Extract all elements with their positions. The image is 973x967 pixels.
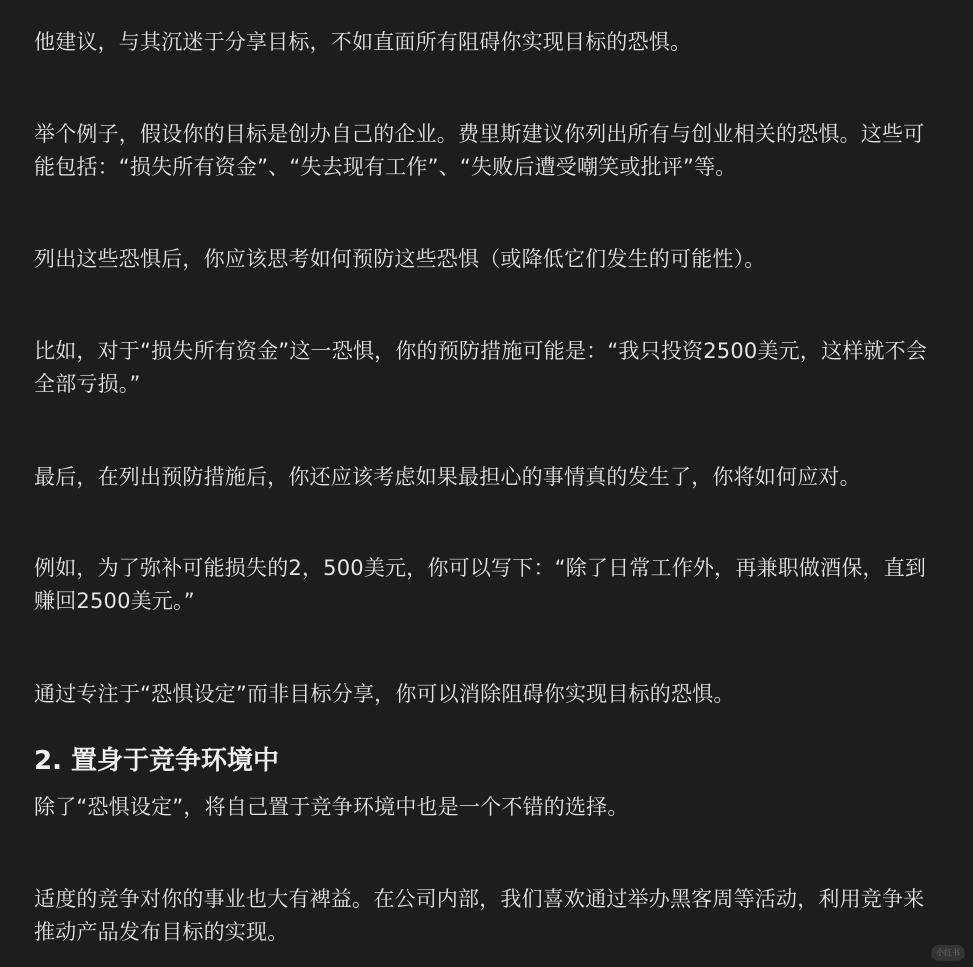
section-heading-competition: 2. 置身于竞争环境中 [34, 746, 280, 776]
paragraph-worst-case: 最后，在列出预防措施后，你还应该考虑如果最担心的事情真的发生了，你将如何应对。 [34, 465, 861, 489]
paragraph-recovery-example: 例如，为了弥补可能损失的2，500美元，你可以写下：“除了日常工作外，再兼职做酒保，直到赚回2500美元。” [34, 556, 927, 613]
paragraph-prevention-example: 比如，对于“损失所有资金”这一恐惧，你的预防措施可能是：“我只投资2500美元，这样就不会全部亏损。” [34, 339, 928, 396]
watermark-logo: 小红书 [931, 945, 965, 961]
paragraph-fear-instead-of-goals: 他建议，与其沉迷于分享目标，不如直面所有阻碍你实现目标的恐惧。 [34, 30, 692, 54]
paragraph-prevent-fears: 列出这些恐惧后，你应该思考如何预防这些恐惧（或降低它们发生的可能性）。 [34, 247, 766, 271]
paragraph-competition-benefits: 适度的竞争对你的事业也大有裨益。在公司内部，我们喜欢通过举办黑客周等活动，利用竞争来推动产品发布目标的实现。 [34, 887, 925, 944]
paragraph-competition-intro: 除了“恐惧设定”，将自己置于竞争环境中也是一个不错的选择。 [34, 795, 629, 819]
paragraph-fear-setting-summary: 通过专注于“恐惧设定”而非目标分享，你可以消除阻碍你实现目标的恐惧。 [34, 682, 735, 706]
paragraph-example-business: 举个例子，假设你的目标是创办自己的企业。费里斯建议你列出所有与创业相关的恐惧。这些可能包括：“损失所有资金”、“失去现有工作”、“失败后遭受嘲笑或批评”等。 [34, 122, 925, 179]
